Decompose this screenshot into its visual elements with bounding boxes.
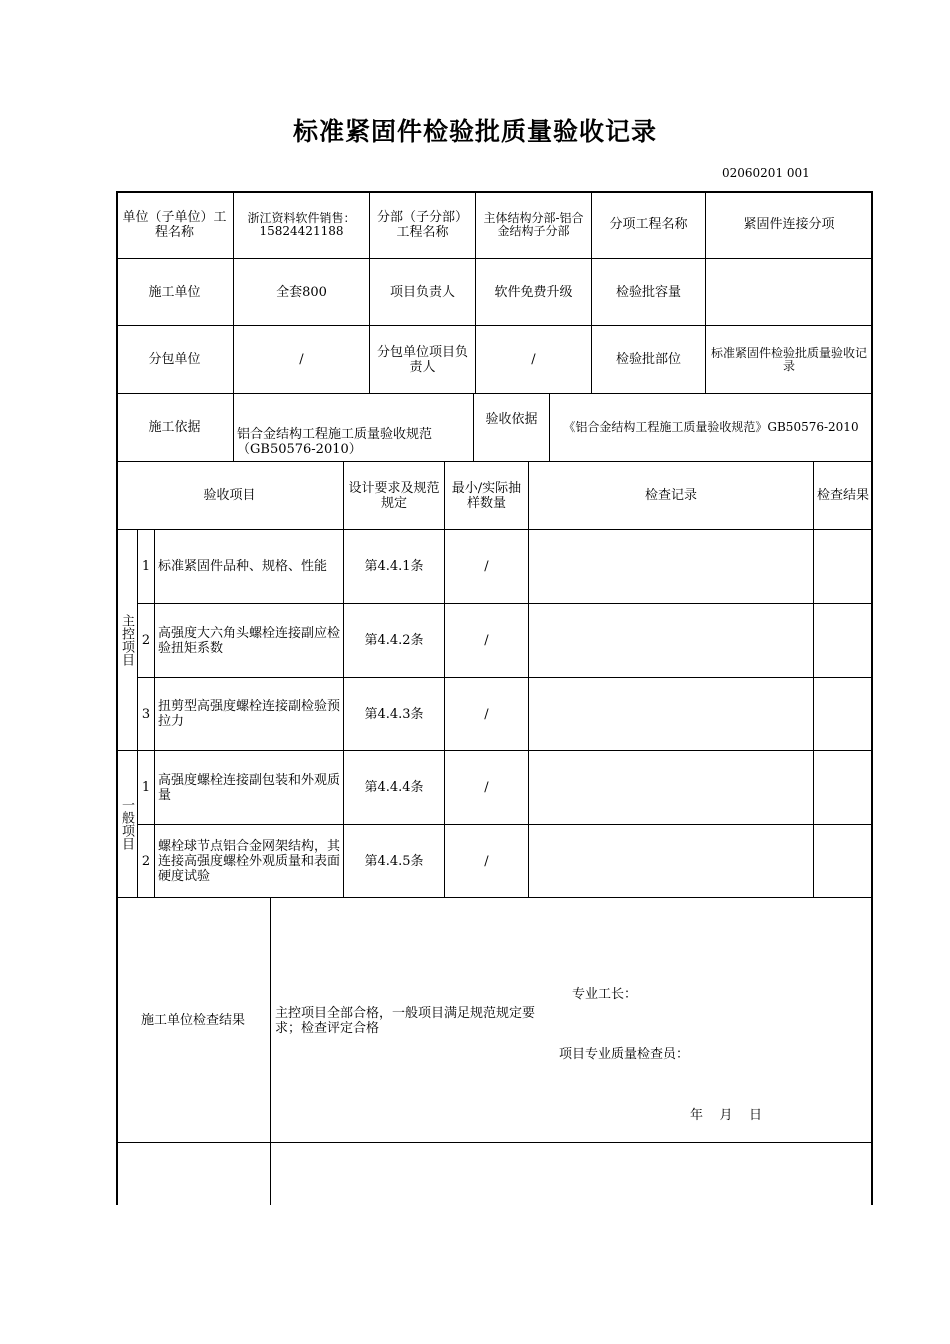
subitem-label: 分项工程名称 — [592, 191, 706, 259]
main-group-label: 主控项目 — [116, 530, 138, 751]
contractor-label: 施工单位 — [116, 259, 234, 326]
main-row-1-clause: 第4.4.1条 — [344, 530, 445, 604]
accept-value: 《铝合金结构工程施工质量验收规范》GB50576-2010 — [550, 394, 873, 462]
col-design: 设计要求及规范规定 — [344, 462, 445, 530]
contractor-value: 全套800 — [234, 259, 370, 326]
main-row-2-record — [529, 604, 814, 678]
foreman-label: 专业工长： — [572, 987, 638, 1002]
main-row-3-name: 扭剪型高强度螺栓连接副检验预拉力 — [155, 678, 344, 751]
general-row-2-name: 螺栓球节点铝合金网架结构，其连接高强度螺栓外观质量和表面硬度试验 — [155, 825, 344, 898]
pm-label: 项目负责人 — [370, 259, 476, 326]
capacity-label: 检验批容量 — [592, 259, 706, 326]
subcontractor-value: / — [234, 326, 370, 394]
pm-value: 软件免费升级 — [476, 259, 592, 326]
date-label: 年 月 日 — [690, 1108, 763, 1123]
division-value: 主体结构分部-铝合金结构子分部 — [476, 191, 592, 259]
general-row-2-result — [814, 825, 873, 898]
subitem-value: 紧固件连接分项 — [706, 191, 873, 259]
general-row-1-record — [529, 751, 814, 825]
subcontractor-label: 分包单位 — [116, 326, 234, 394]
main-row-3-sample: / — [445, 678, 529, 751]
capacity-value — [706, 259, 873, 326]
main-row-1-name: 标准紧固件品种、规格、性能 — [155, 530, 344, 604]
general-row-2-sample: / — [445, 825, 529, 898]
main-row-1-no: 1 — [138, 530, 155, 604]
main-row-2-sample: / — [445, 604, 529, 678]
general-row-2-record — [529, 825, 814, 898]
main-row-1-sample: / — [445, 530, 529, 604]
general-row-1-no: 1 — [138, 751, 155, 825]
general-group-label: 一般项目 — [116, 751, 138, 898]
main-row-2-clause: 第4.4.2条 — [344, 604, 445, 678]
general-row-1-sample: / — [445, 751, 529, 825]
inspection-table — [116, 191, 873, 1205]
col-item: 验收项目 — [116, 462, 344, 530]
main-row-3-result — [814, 678, 873, 751]
supervisor-body — [271, 1143, 873, 1205]
conclusion-label: 施工单位检查结果 — [116, 898, 271, 1143]
col-sample: 最小/实际抽样数量 — [445, 462, 529, 530]
document-code: 02060201 001 — [722, 166, 810, 180]
general-row-1-clause: 第4.4.4条 — [344, 751, 445, 825]
col-result: 检查结果 — [814, 462, 873, 530]
general-row-1-name: 高强度螺栓连接副包装和外观质量 — [155, 751, 344, 825]
part-label: 检验批部位 — [592, 326, 706, 394]
part-value: 标准紧固件检验批质量验收记录 — [706, 326, 873, 394]
col-record: 检查记录 — [529, 462, 814, 530]
sub-pm-label: 分包单位项目负责人 — [370, 326, 476, 394]
main-row-1-record — [529, 530, 814, 604]
basis-value: 铝合金结构工程施工质量验收规范（GB50576-2010） — [234, 394, 474, 462]
basis-label: 施工依据 — [116, 394, 234, 462]
main-row-2-result — [814, 604, 873, 678]
accept-label: 验收依据 — [474, 394, 550, 462]
general-row-1-result — [814, 751, 873, 825]
general-row-2-no: 2 — [138, 825, 155, 898]
page-title: 标准紧固件检验批质量验收记录 — [292, 117, 657, 146]
conclusion-text: 主控项目全部合格，一般项目满足规范规定要求；检查评定合格 — [275, 1006, 536, 1036]
inspector-label: 项目专业质量检查员： — [559, 1047, 690, 1062]
sub-pm-value: / — [476, 326, 592, 394]
general-row-2-clause: 第4.4.5条 — [344, 825, 445, 898]
division-label: 分部（子分部）工程名称 — [370, 191, 476, 259]
supervisor-label — [116, 1143, 271, 1205]
main-row-3-no: 3 — [138, 678, 155, 751]
unit-label: 单位（子单位）工程名称 — [116, 191, 234, 259]
main-row-1-result — [814, 530, 873, 604]
main-row-2-no: 2 — [138, 604, 155, 678]
main-row-3-clause: 第4.4.3条 — [344, 678, 445, 751]
main-row-2-name: 高强度大六角头螺栓连接副应检验扭矩系数 — [155, 604, 344, 678]
unit-value: 浙江资料软件销售：15824421188 — [234, 191, 370, 259]
main-row-3-record — [529, 678, 814, 751]
